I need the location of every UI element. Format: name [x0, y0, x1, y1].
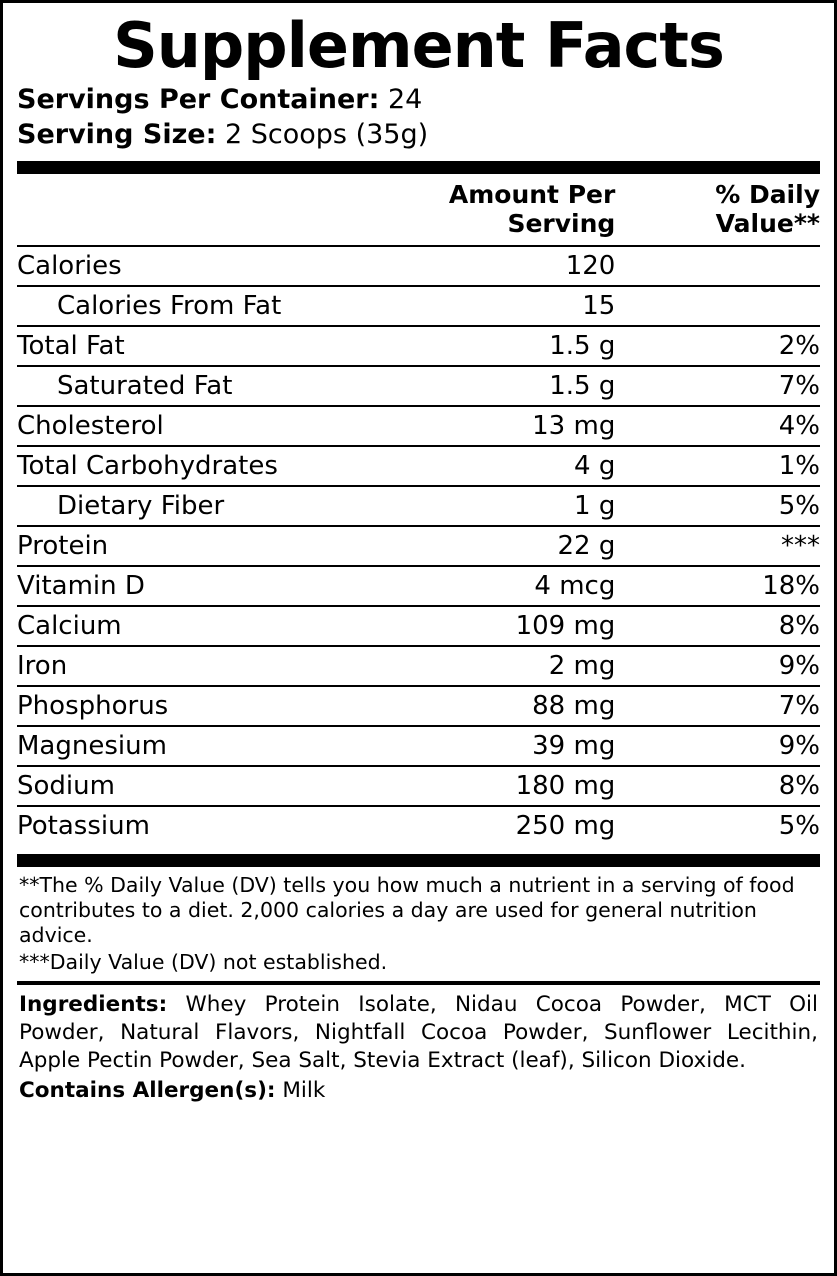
ingredients-text: Whey Protein Isolate, Nidau Cocoa Powder, MCT Oil Powder, Natural Flavors, Nightfall Cocoa Powder, Sunflower Lecithin, Apple Pectin Powder, Sea Salt, Stevia Extract (leaf), Silicon Dioxide.	[19, 992, 819, 1073]
nutrition-row	[17, 406, 820, 446]
nutrient-amount: 1.5 g	[386, 326, 643, 366]
nutrient-name: Saturated Fat	[17, 366, 386, 406]
nutrient-daily-value: 9%	[643, 646, 820, 686]
nutrient-name: Cholesterol	[17, 406, 386, 446]
allergens-block	[17, 1075, 820, 1105]
nutrient-name: Magnesium	[17, 726, 386, 766]
bottom-spacer	[17, 1105, 820, 1273]
nutrient-name: Total Fat	[17, 326, 386, 366]
nutrition-row	[17, 326, 820, 366]
nutrient-amount: 109 mg	[386, 606, 643, 646]
nutrient-amount: 2 mg	[386, 646, 643, 686]
nutrient-name: Sodium	[17, 766, 386, 806]
footnote-not-established: ***Daily Value (DV) not established.	[19, 950, 388, 975]
servings-per-container-label: Servings Per Container:	[17, 84, 380, 115]
nutrient-name: Potassium	[17, 806, 386, 845]
nutrition-row	[17, 366, 820, 406]
nutrient-amount: 22 g	[386, 526, 643, 566]
nutrition-table-head	[17, 174, 820, 246]
footnote-daily-value: **The % Daily Value (DV) tells you how much a nutrient in a serving of food contributes to a diet. 2,000 calories a day are used for general nutrition advice.	[19, 873, 795, 948]
nutrient-daily-value	[643, 286, 820, 326]
nutrition-row	[17, 806, 820, 845]
nutrition-row	[17, 726, 820, 766]
allergens-text: Milk	[282, 1077, 326, 1103]
serving-size-label: Serving Size:	[17, 118, 217, 150]
allergens-label: Contains Allergen(s):	[19, 1077, 276, 1103]
nutrient-amount: 13 mg	[386, 406, 643, 446]
nutrition-row	[17, 646, 820, 686]
nutrient-daily-value: 1%	[643, 446, 820, 486]
nutrient-daily-value: 8%	[643, 606, 820, 646]
nutrient-amount: 15	[386, 286, 643, 326]
header-rule	[17, 161, 820, 174]
nutrition-row	[17, 486, 820, 526]
nutrient-name: Dietary Fiber	[17, 486, 386, 526]
nutrient-name: Iron	[17, 646, 386, 686]
servings-per-container-value: 24	[387, 84, 423, 115]
nutrient-daily-value: 2%	[643, 326, 820, 366]
nutrient-name: Calcium	[17, 606, 386, 646]
nutrition-row	[17, 446, 820, 486]
nutrition-row	[17, 766, 820, 806]
nutrient-amount: 4 g	[386, 446, 643, 486]
nutrient-daily-value: 4%	[643, 406, 820, 446]
nutrient-daily-value: 18%	[643, 566, 820, 606]
nutrient-amount: 120	[386, 246, 643, 286]
nutrition-row	[17, 566, 820, 606]
nutrient-amount: 1.5 g	[386, 366, 643, 406]
nutrient-amount: 39 mg	[386, 726, 643, 766]
nutrient-name: Calories	[17, 246, 386, 286]
nutrient-daily-value	[643, 246, 820, 286]
column-header-amount: Amount Per Serving	[448, 180, 616, 239]
nutrient-daily-value: 5%	[643, 806, 820, 845]
serving-size	[17, 118, 820, 153]
nutrition-row	[17, 526, 820, 566]
nutrition-row	[17, 686, 820, 726]
nutrient-name: Calories From Fat	[17, 286, 386, 326]
nutrient-amount: 4 mcg	[386, 566, 643, 606]
panel-title: Supplement Facts	[113, 9, 724, 82]
nutrient-daily-value: 7%	[643, 686, 820, 726]
nutrient-daily-value: 5%	[643, 486, 820, 526]
nutrient-daily-value: ***	[643, 526, 820, 566]
ingredients-label: Ingredients:	[19, 992, 168, 1018]
nutrient-amount: 1 g	[386, 486, 643, 526]
nutrient-daily-value: 9%	[643, 726, 820, 766]
nutrient-daily-value: 7%	[643, 366, 820, 406]
nutrient-name: Phosphorus	[17, 686, 386, 726]
nutrient-daily-value: 8%	[643, 766, 820, 806]
serving-size-value: 2 Scoops (35g)	[225, 118, 429, 150]
column-header-nutrient	[17, 174, 386, 246]
nutrient-amount: 250 mg	[386, 806, 643, 845]
servings-per-container	[17, 83, 820, 118]
nutrient-name: Vitamin D	[17, 566, 386, 606]
ingredients-block	[17, 985, 820, 1075]
nutrient-amount: 180 mg	[386, 766, 643, 806]
nutrition-row	[17, 606, 820, 646]
nutrition-table	[17, 174, 820, 845]
nutrient-name: Protein	[17, 526, 386, 566]
footer-rule	[17, 854, 820, 867]
column-header-daily-value: % Daily Value**	[715, 180, 820, 239]
nutrient-amount: 88 mg	[386, 686, 643, 726]
nutrition-row	[17, 286, 820, 326]
nutrition-row	[17, 246, 820, 286]
nutrition-header-row	[17, 174, 820, 246]
nutrition-table-body	[17, 246, 820, 845]
nutrient-name: Total Carbohydrates	[17, 446, 386, 486]
